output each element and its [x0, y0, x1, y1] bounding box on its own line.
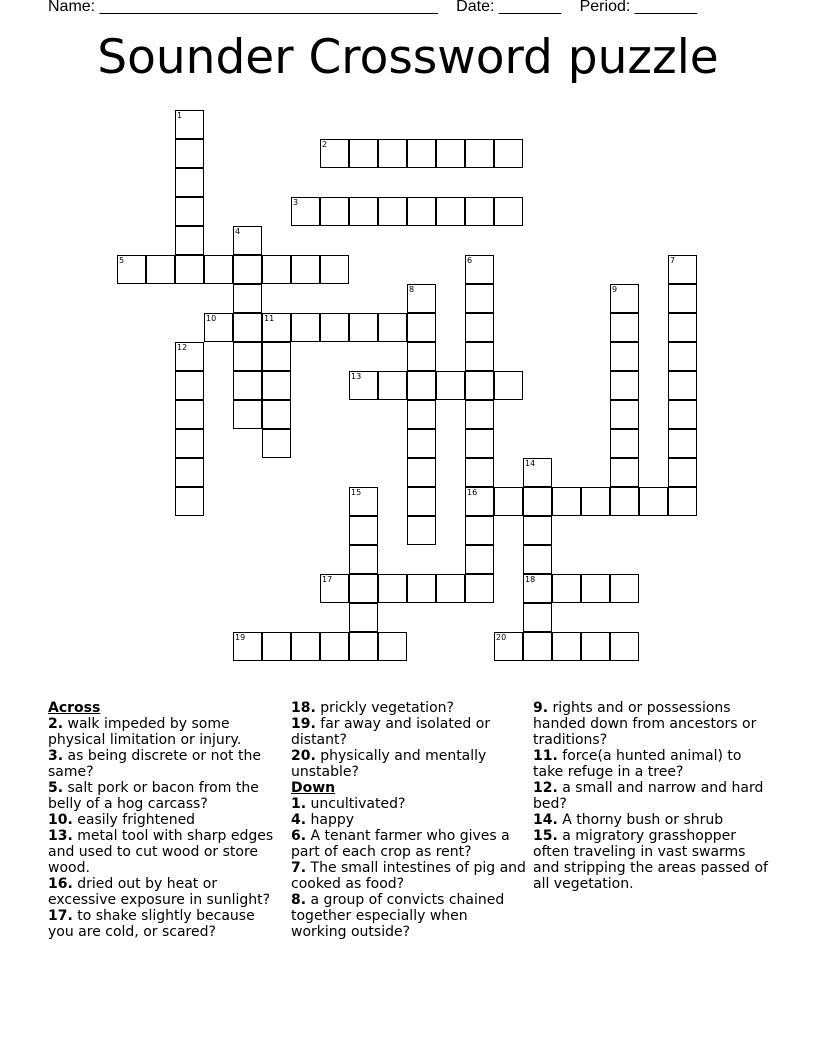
clue-number: 5 — [119, 256, 125, 265]
grid-cell[interactable] — [610, 458, 639, 487]
clue-item-number: 7. — [291, 860, 307, 876]
grid-cell[interactable] — [465, 255, 494, 284]
grid-cell[interactable] — [465, 545, 494, 574]
grid-cell[interactable] — [175, 458, 204, 487]
grid-cell[interactable] — [407, 284, 436, 313]
clue-column-2 — [291, 700, 527, 940]
grid-cell[interactable] — [407, 574, 436, 603]
clue-number: 16 — [467, 488, 478, 497]
grid-cell[interactable] — [552, 574, 581, 603]
grid-cell[interactable] — [175, 110, 204, 139]
across-clue-list-continued — [291, 700, 527, 780]
grid-cell[interactable] — [465, 516, 494, 545]
clue-number: 14 — [525, 459, 536, 468]
clue-number: 7 — [670, 256, 676, 265]
grid-cell[interactable] — [349, 371, 378, 400]
grid-cell[interactable] — [233, 371, 262, 400]
grid-cell[interactable] — [668, 400, 697, 429]
grid-cell[interactable] — [465, 371, 494, 400]
clue-item-text: salt pork or bacon from the belly of a hog carcass? — [48, 780, 259, 812]
grid-cell[interactable] — [494, 197, 523, 226]
grid-cell[interactable] — [262, 313, 291, 342]
grid-cell[interactable] — [407, 516, 436, 545]
clue-item-text: metal tool with sharp edges and used to cut wood or store wood. — [48, 828, 274, 876]
grid-cell[interactable] — [349, 632, 378, 661]
grid-cell[interactable] — [378, 371, 407, 400]
grid-cell[interactable] — [436, 197, 465, 226]
clue-item-text: physically and mentally unstable? — [291, 748, 487, 780]
grid-cell[interactable] — [175, 429, 204, 458]
grid-cell[interactable] — [436, 371, 465, 400]
clue-item — [533, 748, 769, 780]
grid-cell[interactable] — [668, 255, 697, 284]
grid-cell[interactable] — [320, 574, 349, 603]
grid-cell[interactable] — [175, 371, 204, 400]
grid-cell[interactable] — [610, 632, 639, 661]
grid-cell[interactable] — [291, 197, 320, 226]
clue-item — [48, 828, 284, 876]
clue-item-number: 17. — [48, 908, 73, 924]
clue-item-number: 9. — [533, 700, 549, 716]
grid-cell[interactable] — [494, 371, 523, 400]
grid-cell[interactable] — [175, 197, 204, 226]
clue-item — [48, 876, 284, 908]
clue-item — [533, 700, 769, 748]
grid-cell[interactable] — [494, 487, 523, 516]
clue-item-number: 1. — [291, 796, 307, 812]
across-clue-list — [48, 716, 284, 940]
grid-cell[interactable] — [494, 139, 523, 168]
grid-cell[interactable] — [233, 400, 262, 429]
grid-cell[interactable] — [146, 255, 175, 284]
clue-item-text: happy — [306, 812, 355, 828]
grid-cell[interactable] — [668, 458, 697, 487]
clue-item-number: 14. — [533, 812, 558, 828]
clue-number: 15 — [351, 488, 362, 497]
clue-number: 17 — [322, 575, 333, 584]
clue-item-number: 16. — [48, 876, 73, 892]
grid-cell[interactable] — [349, 603, 378, 632]
grid-cell[interactable] — [668, 284, 697, 313]
grid-cell[interactable] — [320, 197, 349, 226]
clue-item-text: as being discrete or not the same? — [48, 748, 261, 780]
clue-number: 3 — [293, 198, 299, 207]
grid-cell[interactable] — [407, 429, 436, 458]
date-field[interactable]: Date: _______ — [456, 0, 562, 15]
grid-cell[interactable] — [465, 487, 494, 516]
clue-item-number: 15. — [533, 828, 558, 844]
clue-number: 1 — [177, 111, 183, 120]
clue-item-text: far away and isolated or distant? — [291, 716, 491, 748]
grid-cell[interactable] — [349, 574, 378, 603]
grid-cell[interactable] — [175, 139, 204, 168]
grid-cell[interactable] — [407, 400, 436, 429]
grid-cell[interactable] — [349, 313, 378, 342]
grid-cell[interactable] — [465, 139, 494, 168]
clue-item-text: a group of convicts chained together especially when working outside? — [291, 892, 505, 940]
grid-cell[interactable] — [407, 139, 436, 168]
grid-cell[interactable] — [668, 313, 697, 342]
grid-cell[interactable] — [378, 574, 407, 603]
clue-item-text: easily frightened — [72, 812, 196, 828]
down-clue-list-continued — [533, 700, 769, 892]
clue-item-number: 3. — [48, 748, 64, 764]
grid-cell[interactable] — [610, 284, 639, 313]
grid-cell[interactable] — [233, 284, 262, 313]
grid-cell[interactable] — [233, 255, 262, 284]
grid-cell[interactable] — [668, 371, 697, 400]
grid-cell[interactable] — [320, 632, 349, 661]
clue-item — [48, 908, 284, 940]
grid-cell[interactable] — [494, 632, 523, 661]
clue-item-number: 11. — [533, 748, 558, 764]
grid-cell[interactable] — [262, 429, 291, 458]
grid-cell[interactable] — [175, 487, 204, 516]
grid-cell[interactable] — [378, 313, 407, 342]
clue-item — [291, 796, 527, 812]
grid-cell[interactable] — [581, 487, 610, 516]
grid-cell[interactable] — [523, 574, 552, 603]
clue-item — [291, 892, 527, 940]
clue-item-number: 5. — [48, 780, 64, 796]
grid-cell[interactable] — [262, 400, 291, 429]
grid-cell[interactable] — [204, 255, 233, 284]
grid-cell[interactable] — [233, 313, 262, 342]
grid-cell[interactable] — [465, 458, 494, 487]
clue-item — [291, 748, 527, 780]
grid-cell[interactable] — [175, 255, 204, 284]
grid-cell[interactable] — [175, 168, 204, 197]
grid-cell[interactable] — [320, 313, 349, 342]
grid-cell[interactable] — [320, 139, 349, 168]
clue-item-number: 19. — [291, 716, 316, 732]
grid-cell[interactable] — [436, 139, 465, 168]
grid-cell[interactable] — [175, 342, 204, 371]
grid-cell[interactable] — [349, 487, 378, 516]
grid-cell[interactable] — [262, 342, 291, 371]
grid-cell[interactable] — [117, 255, 146, 284]
grid-cell[interactable] — [610, 574, 639, 603]
clue-item — [48, 716, 284, 748]
grid-cell[interactable] — [349, 197, 378, 226]
clue-item — [291, 700, 527, 716]
grid-cell[interactable] — [407, 371, 436, 400]
grid-cell[interactable] — [668, 487, 697, 516]
grid-cell[interactable] — [465, 429, 494, 458]
clue-item-text: a small and narrow and hard bed? — [533, 780, 764, 812]
grid-cell[interactable] — [378, 197, 407, 226]
clue-item-text: prickly vegetation? — [315, 700, 454, 716]
clue-item — [291, 812, 527, 828]
period-field[interactable]: Period: _______ — [579, 0, 698, 15]
clue-item-text: A thorny bush or shrub — [557, 812, 724, 828]
across-heading: Across — [48, 700, 101, 716]
grid-cell[interactable] — [291, 632, 320, 661]
grid-cell[interactable] — [523, 516, 552, 545]
clue-number: 20 — [496, 633, 507, 642]
clue-number: 9 — [612, 285, 618, 294]
grid-cell[interactable] — [407, 487, 436, 516]
clue-item — [533, 780, 769, 812]
grid-cell[interactable] — [407, 342, 436, 371]
grid-cell[interactable] — [349, 139, 378, 168]
grid-cell[interactable] — [233, 226, 262, 255]
grid-cell[interactable] — [610, 313, 639, 342]
grid-cell[interactable] — [610, 371, 639, 400]
grid-cell[interactable] — [465, 313, 494, 342]
clue-number: 19 — [235, 633, 246, 642]
grid-cell[interactable] — [349, 516, 378, 545]
grid-cell[interactable] — [378, 139, 407, 168]
clue-item-text: The small intestines of pig and cooked as food? — [291, 860, 526, 892]
clue-item-number: 13. — [48, 828, 73, 844]
grid-cell[interactable] — [407, 458, 436, 487]
clue-item-number: 6. — [291, 828, 307, 844]
clue-item-text: A tenant farmer who gives a part of each crop as rent? — [291, 828, 510, 860]
grid-cell[interactable] — [552, 632, 581, 661]
clue-item-number: 12. — [533, 780, 558, 796]
grid-cell[interactable] — [291, 255, 320, 284]
grid-cell[interactable] — [523, 632, 552, 661]
name-field[interactable]: Name: ______________________________________ — [48, 0, 438, 15]
clue-item-text: uncultivated? — [306, 796, 406, 812]
clue-column-3 — [533, 700, 769, 892]
grid-cell[interactable] — [465, 574, 494, 603]
clue-item-text: walk impeded by some physical limitation or injury. — [48, 716, 242, 748]
grid-cell[interactable] — [233, 632, 262, 661]
clue-item-number: 20. — [291, 748, 316, 764]
grid-cell[interactable] — [523, 545, 552, 574]
grid-cell[interactable] — [262, 255, 291, 284]
grid-cell[interactable] — [523, 487, 552, 516]
clue-number: 2 — [322, 140, 328, 149]
clue-number: 11 — [264, 314, 275, 323]
clue-item — [48, 748, 284, 780]
clue-number: 8 — [409, 285, 415, 294]
grid-cell[interactable] — [204, 313, 233, 342]
clue-number: 13 — [351, 372, 362, 381]
grid-cell[interactable] — [262, 371, 291, 400]
clue-number: 10 — [206, 314, 217, 323]
clue-item — [533, 812, 769, 828]
clue-item-number: 4. — [291, 812, 307, 828]
clue-item — [291, 828, 527, 860]
grid-cell[interactable] — [610, 400, 639, 429]
clue-item-number: 2. — [48, 716, 64, 732]
grid-cell[interactable] — [378, 632, 407, 661]
grid-cell[interactable] — [262, 632, 291, 661]
grid-cell[interactable] — [465, 197, 494, 226]
grid-cell[interactable] — [610, 429, 639, 458]
clue-item-number: 18. — [291, 700, 316, 716]
clue-item-text: force(a hunted animal) to take refuge in a tree? — [533, 748, 742, 780]
clue-item-text: to shake slightly because you are cold, or scared? — [48, 908, 255, 940]
grid-cell[interactable] — [639, 487, 668, 516]
grid-cell[interactable] — [552, 487, 581, 516]
clue-item-number: 10. — [48, 812, 73, 828]
clue-item — [291, 860, 527, 892]
grid-cell[interactable] — [349, 545, 378, 574]
grid-cell[interactable] — [407, 313, 436, 342]
grid-cell[interactable] — [465, 400, 494, 429]
grid-cell[interactable] — [465, 284, 494, 313]
grid-cell[interactable] — [610, 487, 639, 516]
clue-item — [291, 716, 527, 748]
clue-item — [48, 812, 284, 828]
clue-item — [48, 780, 284, 812]
grid-cell[interactable] — [436, 574, 465, 603]
grid-cell[interactable] — [523, 603, 552, 632]
grid-cell[interactable] — [320, 255, 349, 284]
clue-item-number: 8. — [291, 892, 307, 908]
grid-cell[interactable] — [291, 313, 320, 342]
clue-item — [533, 828, 769, 892]
clue-number: 18 — [525, 575, 536, 584]
down-clue-list — [291, 796, 527, 940]
grid-cell[interactable] — [465, 342, 494, 371]
clue-item-text: dried out by heat or excessive exposure in sunlight? — [48, 876, 271, 908]
down-heading: Down — [291, 780, 336, 796]
grid-cell[interactable] — [233, 342, 262, 371]
grid-cell[interactable] — [523, 458, 552, 487]
clue-item-text: rights and or possessions handed down from ancestors or traditions? — [533, 700, 757, 748]
clue-column-1 — [48, 700, 284, 940]
grid-cell[interactable] — [581, 574, 610, 603]
grid-cell[interactable] — [581, 632, 610, 661]
grid-cell[interactable] — [407, 197, 436, 226]
clue-number: 12 — [177, 343, 188, 352]
clue-number: 4 — [235, 227, 241, 236]
grid-cell[interactable] — [610, 342, 639, 371]
clue-item-text: a migratory grasshopper often traveling in vast swarms and stripping the areas passed of all vegetation. — [533, 828, 768, 892]
grid-cell[interactable] — [668, 342, 697, 371]
clue-number: 6 — [467, 256, 473, 265]
puzzle-title: Sounder Crossword puzzle — [97, 30, 719, 85]
grid-cell[interactable] — [668, 429, 697, 458]
grid-cell[interactable] — [175, 226, 204, 255]
grid-cell[interactable] — [175, 400, 204, 429]
